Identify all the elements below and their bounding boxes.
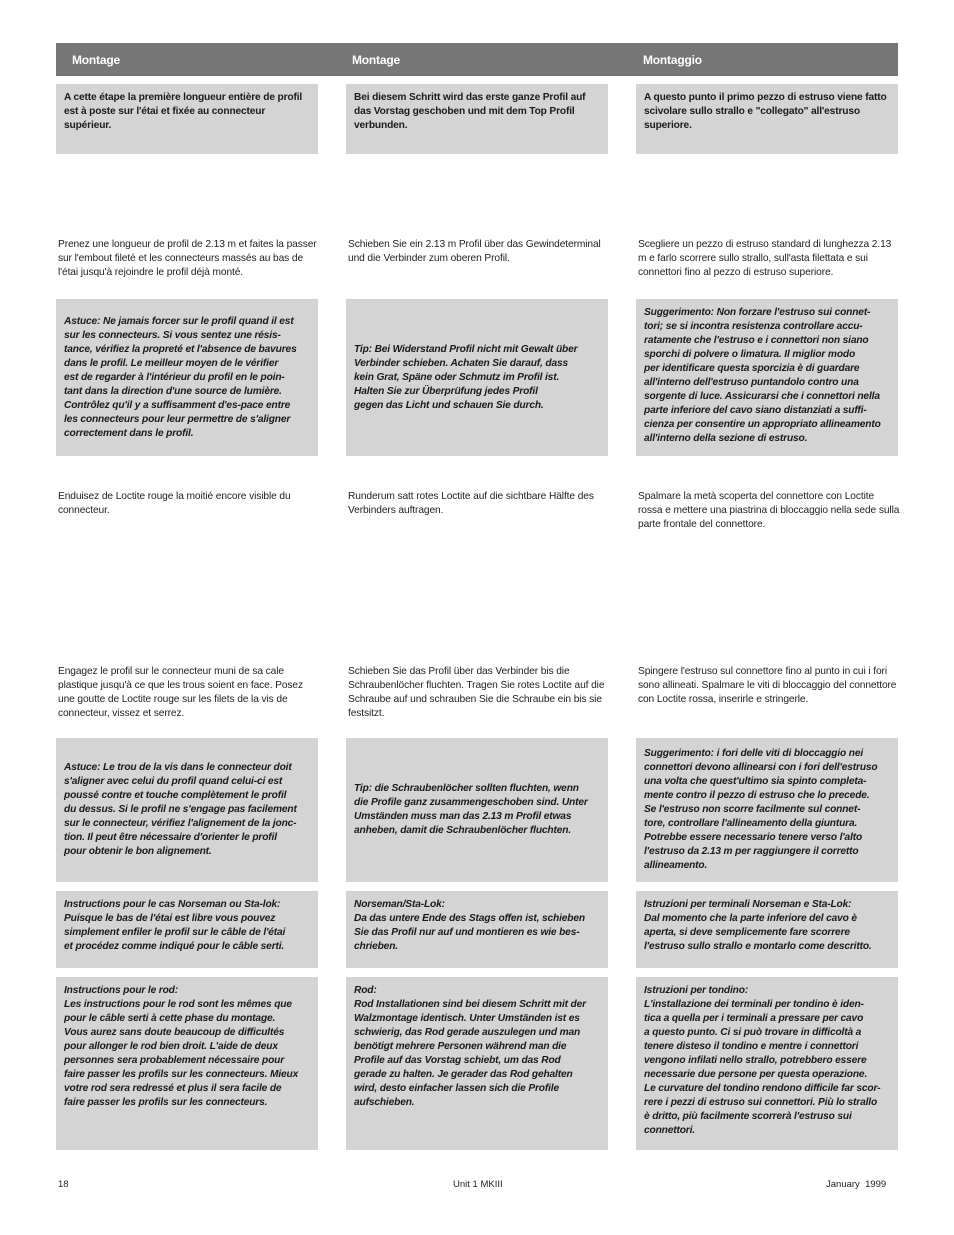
intro-box-french: A cette étape la première longueur entière de profil est à poste sur l'étai et fixée au connecteur supérieur.	[56, 84, 318, 154]
intro-box-german: Bei diesem Schritt wird das erste ganze Profil auf das Vorstag geschoben und mit dem Top Profil verbunden.	[346, 84, 608, 154]
rod-box-italian: Istruzioni per tondino: L'installazione dei terminali per tondino è iden- tica a quella per i terminali a pressare per cavo a questo punto. Ci si può trovare in difficoltà a tenere disteso il tondino e mentre i connettori vengono infilati nello strallo, potrebbero essere necessarie due persone per questa operazione. Le curvature del tondino rendono difficile far scor- rere i pezzi di estruso sui connettori. Più lo strallo è dritto, più facilmente scorrerà l'estruso sui connettori.	[636, 977, 898, 1150]
norseman-box-french: Instructions pour le cas Norseman ou Sta-lok: Puisque le bas de l'étai est libre vous pouvez simplement enfiler le profil sur le câble de l'étai et procédez comme indiqué pour le câble serti.	[56, 891, 318, 968]
step-text-french-3: Engagez le profil sur le connecteur muni de sa cale plastique jusqu'à ce que les trous soient en face. Posez une goutte de Loctite rouge sur les filets de la vis de connecteur, vissez et serrez.	[58, 666, 303, 719]
norseman-box-italian: Istruzioni per terminali Norseman e Sta-Lok: Dal momento che la parte inferiore del cavo è aperta, si deve semplicemente fare scorrere l'estruso sullo strallo e montarlo come descritto.	[636, 891, 898, 968]
rod-box-german: Rod: Rod Installationen sind bei diesem Schritt mit der Walzmontage identisch. Unter Umständen ist es schwierig, das Rod gerade auszulegen und man benötigt mehrere Personen während man die Profile auf das Vorstag schiebt, um das Rod gerade zu halten. Je gerader das Rod gehalten wird, desto einfacher lassen sich die Profile aufschieben.	[346, 977, 608, 1150]
section-header-bar	[56, 43, 898, 76]
tip-box-italian-1: Suggerimento: Non forzare l'estruso sui connet- tori; se si incontra resistenza controllare accu- ratamente che l'estruso e i connettori non siano sporchi di polvere o limatura. Il miglior modo per identificare questa sporcizia è di guardare all'interno dell'estruso puntandolo contro una sorgente di luce. Assicurarsi che i connettori nella parte inferiore del cavo siano distanziati a suffi- cienza per consentire un appropriato allineamento all'interno della sezione di estruso.	[636, 299, 898, 456]
step-text-french-2: Enduisez de Loctite rouge la moitié encore visible du connecteur.	[58, 491, 291, 516]
tip-box-italian-2: Suggerimento: i fori delle viti di bloccaggio nei connettori devono allinearsi con i fori dell'estruso una volta che quest'ultimo sia spinto completa- mente contro il pezzo di estruso che lo precede. Se l'estruso non scorre facilmente sul connet- tore, controllare l'allineamento della giuntura. Potrebbe essere necessario tenere verso l'alto l'estruso da 2.13 m per raggiungere il corretto allineamento.	[636, 738, 898, 882]
step-text-italian-3: Spingere l'estruso sul connettore fino al punto in cui i fori sono allineati. Spalmare le viti di bloccaggio del connettore con Loctite rossa, inserirle e stringerle.	[638, 666, 897, 705]
tip-box-french-2: Astuce: Le trou de la vis dans le connecteur doit s'aligner avec celui du profil quand celui-ci est poussé contre et touche complètement le profil du dessus. Si le profil ne s'engage pas facilement sur le connecteur, vérifiez l'alignement de la jonc- tion. Il peut être nécessaire d'orienter le profil pour obtenir le bon alignement.	[56, 738, 318, 882]
norseman-box-german: Norseman/Sta-Lok: Da das untere Ende des Stags offen ist, schieben Sie das Profil nur auf und montieren es wie bes- chrieben.	[346, 891, 608, 968]
page-number: 18	[58, 1179, 69, 1190]
step-text-french-1: Prenez une longueur de profil de 2.13 m et faites la passer sur l'embout fileté et les connecteurs massés au bas de l'étai jusqu'à rejoindre le profil déjà monté.	[58, 239, 317, 278]
step-text-german-2: Runderum satt rotes Loctite auf die sichtbare Hälfte des Verbinders auftragen.	[348, 491, 594, 516]
rod-box-french: Instructions pour le rod: Les instructions pour le rod sont les mêmes que pour le câble serti à cette phase du montage. Vous aurez sans doute beaucoup de difficultés pour allonger le rod bien droit. L'aide de deux personnes sera probablement nécessaire pour faire passer les profils sur les connecteurs. Mieux votre rod sera redressé et plus il sera facile de faire passer les profils sur les connecteurs.	[56, 977, 318, 1150]
tip-box-german-1: Tip: Bei Widerstand Profil nicht mit Gewalt über Verbinder schieben. Achaten Sie darauf, dass kein Grat, Späne oder Schmutz im Profil ist. Halten Sie zur Überprüfung jedes Profil gegen das Licht und schauen Sie durch.	[346, 299, 608, 456]
header-german: Montage	[352, 53, 400, 67]
intro-box-italian: A questo punto il primo pezzo di estruso viene fatto scivolare sullo strallo e "collegato" all'estruso superiore.	[636, 84, 898, 154]
footer-date: January 1999	[826, 1179, 887, 1190]
step-text-italian-1: Scegliere un pezzo di estruso standard di lunghezza 2.13 m e farlo scorrere sullo strallo, sull'asta filettata e sui connettori fino al pezzo di estruso superiore.	[638, 239, 892, 278]
step-text-german-3: Schieben Sie das Profil über das Verbinder bis die Schraubenlöcher fluchten. Tragen Sie rotes Loctite auf die Schraube auf und schrauben Sie die Schraube ein bis sie festsitzt.	[348, 666, 605, 719]
step-text-german-1: Schieben Sie ein 2.13 m Profil über das Gewindeterminal und die Verbinder zum oberen Profil.	[348, 239, 601, 264]
tip-box-french-1: Astuce: Ne jamais forcer sur le profil quand il est sur les connecteurs. Si vous sentez une résis- tance, vérifiez la propreté et l'absence de bavures dans le profil. Le meilleur moyen de le vérifier est de regarder à l'intérieur du profil en le poin- tant dans la direction d'une source de lumière. Contrôlez qu'il y a suffisamment d'es-pace entre les connecteurs pour leur permettre de s'aligner correctement dans le profil.	[56, 299, 318, 456]
header-french: Montage	[72, 53, 120, 67]
step-text-italian-2: Spalmare la metà scoperta del connettore con Loctite rossa e mettere una piastrina di bloccaggio nella sede sulla parte frontale del connettore.	[638, 491, 900, 530]
tip-box-german-2: Tip: die Schraubenlöcher sollten fluchten, wenn die Profile ganz zusammengeschoben sind. Unter Umständen muss man das 2.13 m Profil etwas anheben, damit die Schraubenlöcher fluchten.	[346, 738, 608, 882]
header-italian: Montaggio	[643, 53, 702, 67]
footer-unit: Unit 1 MKIII	[453, 1179, 503, 1190]
